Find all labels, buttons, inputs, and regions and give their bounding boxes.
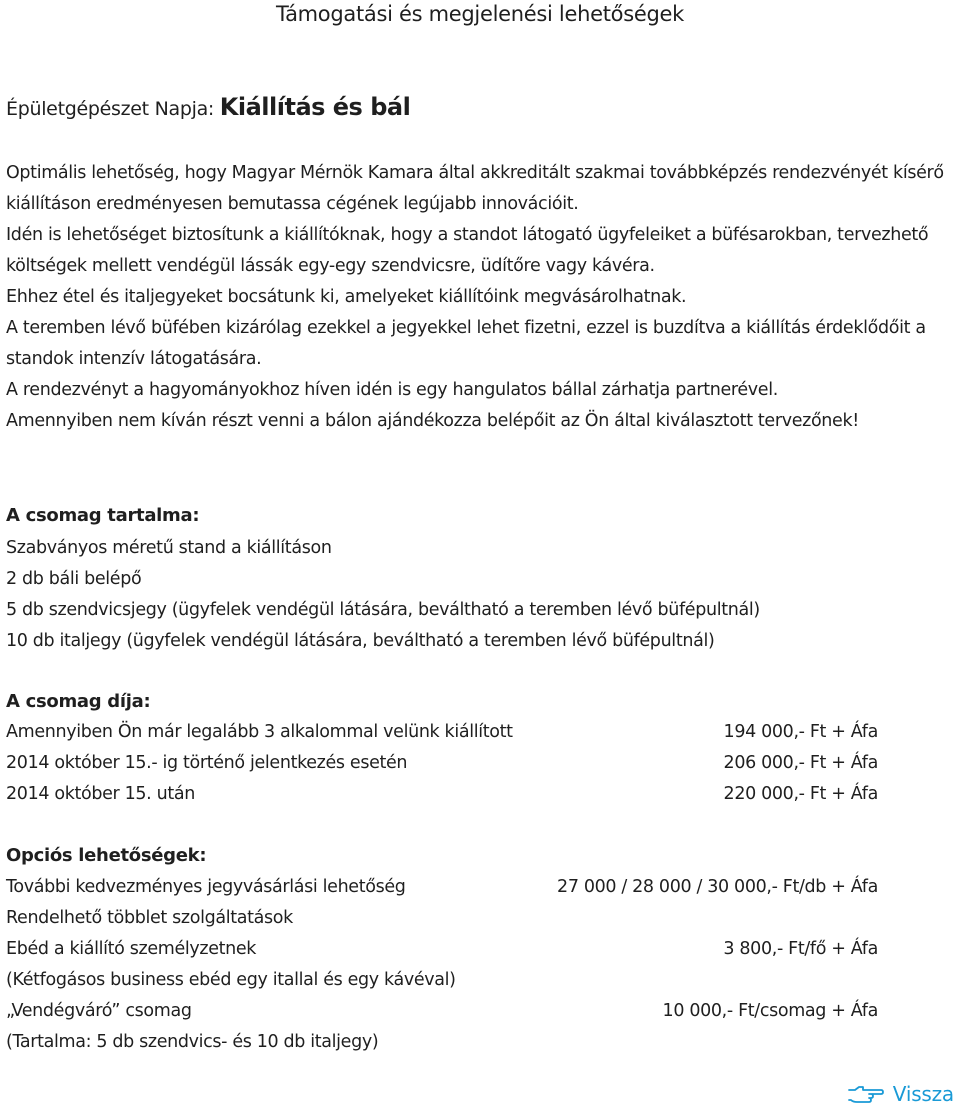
fee-row-label: Amennyiben Ön már legalább 3 alkalommal velünk kiállított — [6, 722, 513, 742]
package-item: 5 db szendvicsjegy (ügyfelek vendégül látására, beváltható a teremben lévő büfépultnál) — [6, 600, 760, 620]
option-row-price: 3 800,- Ft/fő + Áfa — [723, 939, 878, 959]
fee-row-price: 206 000,- Ft + Áfa — [723, 753, 878, 773]
pointing-hand-icon — [847, 1083, 885, 1105]
back-link[interactable] — [847, 1082, 954, 1106]
option-row-label: Ebéd a kiállító személyzetnek — [6, 939, 257, 959]
intro-paragraph: Amennyiben nem kíván részt venni a bálon ajándékozza belépőit az Ön által kiválasztott tervezőnek! — [6, 411, 859, 431]
intro-paragraph: Optimális lehetőség, hogy Magyar Mérnök Kamara által akkreditált szakmai továbbképzés rendezvényét kísérő kiállításon eredményesen bemutassa cégének legújabb innovációit. — [6, 163, 944, 214]
option-row-label: „Vendégváró” csomag — [6, 1001, 192, 1021]
intro-paragraph: A teremben lévő büfében kizárólag ezekkel a jegyekkel lehet fizetni, ezzel is buzdítva a kiállítás érdeklődőit a standok intenzív látogatására. — [6, 318, 926, 369]
options-title: Opciós lehetőségek: — [6, 845, 207, 866]
page-header: Támogatási és megjelenési lehetőségek — [276, 2, 684, 26]
intro-paragraph: Idén is lehetőséget biztosítunk a kiállítóknak, hogy a standot látogató ügyfeleiket a büfésarokban, tervezhető költségek mellett vendégül lássák egy-egy szendvicsre, üdítőre vagy kávéra. — [6, 225, 929, 276]
package-title: A csomag tartalma: — [6, 505, 200, 526]
option-row-label: (Tartalma: 5 db szendvics- és 10 db italjegy) — [6, 1032, 379, 1052]
fee-row-label: 2014 október 15. után — [6, 784, 195, 804]
package-item: 2 db báli belépő — [6, 569, 142, 589]
fee-title: A csomag díja: — [6, 691, 151, 712]
option-row-label: (Kétfogásos business ebéd egy itallal és egy kávéval) — [6, 970, 456, 990]
option-row-label: További kedvezményes jegyvásárlási lehetőség — [6, 877, 406, 897]
back-label[interactable]: Vissza — [892, 1082, 954, 1106]
intro-paragraph: Ehhez étel és italjegyeket bocsátunk ki, amelyeket kiállítóink megvásárolhatnak. — [6, 287, 687, 307]
fee-row-label: 2014 október 15.- ig történő jelentkezés esetén — [6, 753, 408, 773]
option-row-label: Rendelhető többlet szolgáltatások — [6, 908, 293, 928]
fee-row-price: 194 000,- Ft + Áfa — [723, 722, 878, 742]
option-row-price: 27 000 / 28 000 / 30 000,- Ft/db + Áfa — [557, 877, 878, 897]
event-title — [6, 93, 410, 121]
intro-text — [6, 158, 951, 437]
package-item: Szabványos méretű stand a kiállításon — [6, 538, 332, 558]
intro-paragraph: A rendezvényt a hagyományokhoz híven idén is egy hangulatos bállal zárhatja partnerével. — [6, 380, 778, 400]
fee-row-price: 220 000,- Ft + Áfa — [723, 784, 878, 804]
event-prefix: Épületgépészet Napja: — [6, 98, 220, 120]
option-row-price: 10 000,- Ft/csomag + Áfa — [662, 1001, 878, 1021]
event-name: Kiállítás és bál — [219, 93, 411, 121]
package-item: 10 db italjegy (ügyfelek vendégül látására, beváltható a teremben lévő büfépultnál) — [6, 631, 715, 651]
